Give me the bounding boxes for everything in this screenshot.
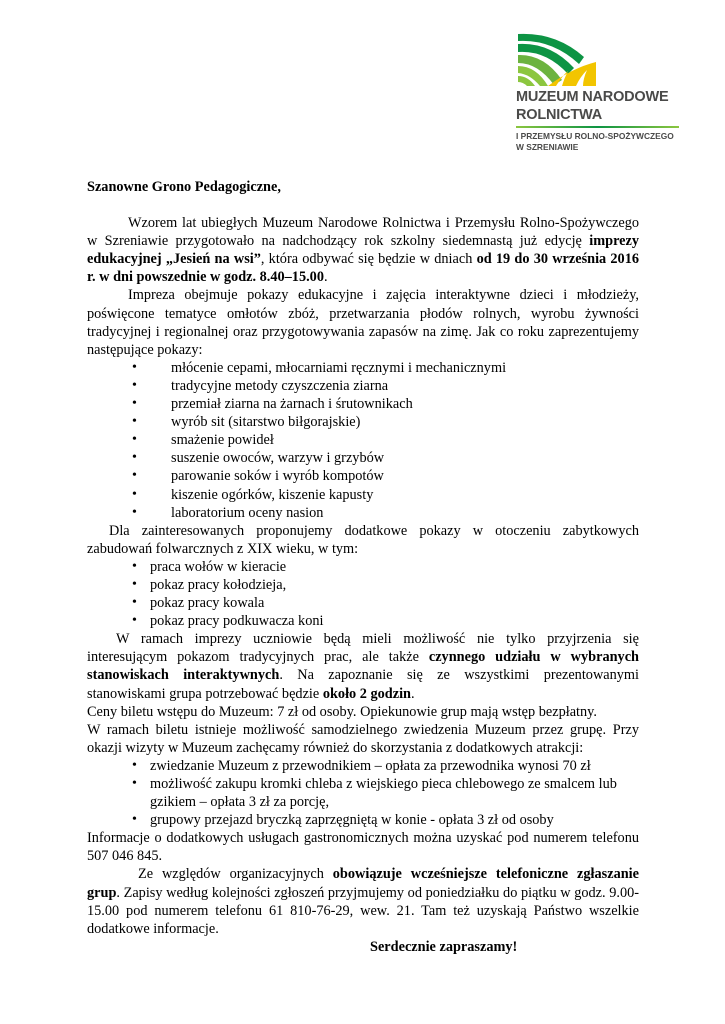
list-item: • grupowy przejazd bryczką zaprzęgniętą w konie - opłata 3 zł od osoby	[87, 811, 639, 829]
list-item: • pokaz pracy kowala	[87, 594, 639, 612]
participation-text-2: . Na zapoznanie się ze wszystkimi prezentowanymi stanowiskami grupa potrzebować będzie	[87, 667, 640, 702]
paragraph-ticket-prices: Ceny biletu wstępu do Muzeum: 7 zł od osoby. Opiekunowie grup mają wstęp bezpłatny.	[87, 703, 597, 720]
registration-text-2: . Zapisy według kolejności zgłoszeń przyjmujemy od poniedziałku do piątku w godz. 9.00-15.00 pod numerem telefonu 61 810-76-29, wew. 21. Tam też uzyskają Państwo wszelkie dodatkowe informacje.	[87, 884, 639, 937]
list-item: • kiszenie ogórków, kiszenie kapusty	[87, 486, 639, 504]
paragraph-intro	[87, 214, 639, 286]
logo-title-line1: MUZEUM NARODOWE	[516, 89, 669, 105]
greeting: Szanowne Grono Pedagogiczne,	[87, 179, 281, 195]
list-item: • laboratorium oceny nasion	[87, 504, 639, 522]
event-dates: od 19 do 30 września 2016 r. w dni powszednie w godz. 8.40–15.00	[87, 251, 640, 286]
list-item: • zwiedzanie Muzeum z przewodnikiem – opłata za przewodnika wynosi 70 zł	[87, 757, 639, 775]
event-name: imprezy edukacyjnej „Jesień na wsi”	[87, 233, 639, 268]
list-item: • parowanie soków i wyrób kompotów	[87, 467, 639, 485]
attractions-list	[87, 757, 639, 829]
list-item: • praca wołów w kieracie	[87, 558, 639, 576]
paragraph-catering: Informacje o dodatkowych usługach gastronomicznych można uzyskać pod numerem telefonu 507 046 845.	[87, 830, 639, 865]
paragraph-attractions: W ramach biletu istnieje możliwość samodzielnego zwiedzenia Muzeum przez grupę. Przy okazji wizyty w Muzeum zachęcamy również do skorzystania z dodatkowych atrakcji:	[87, 721, 639, 756]
interactive-stations: czynnego udziału w wybranych stanowiskach interaktywnych	[87, 649, 639, 684]
list-item: • pokaz pracy kołodzieja,	[87, 576, 639, 594]
logo-title-line2: ROLNICTWA	[516, 107, 602, 123]
list-item: • smażenie powideł	[87, 431, 639, 449]
list-item: • młócenie cepami, młocarniami ręcznymi i mechanicznymi	[87, 359, 639, 377]
paragraph-registration	[87, 865, 639, 937]
list-item: • tradycyjne metody czyszczenia ziarna	[87, 377, 639, 395]
registration-text: Ze względów organizacyjnych	[138, 866, 333, 883]
paragraph-additional: Dla zainteresowanych proponujemy dodatkowe pokazy w otoczeniu zabytkowych zabudowań folwarcznych z XIX wieku, w tym:	[87, 522, 639, 557]
intro-text-end: .	[323, 269, 328, 286]
intro-text: Wzorem lat ubiegłych Muzeum Narodowe Rolnictwa i Przemysłu Rolno-Spożywczego w Szreniawie przygotowało na nadchodzący rok szkolny siedemnastą już edycję	[87, 215, 639, 250]
paragraph-participation	[87, 630, 639, 702]
additional-demonstrations-list	[87, 558, 639, 630]
registration-requirement: obowiązuje wcześniejsze telefoniczne zgłaszanie grup	[87, 866, 639, 901]
museum-logo	[516, 30, 686, 152]
logo-subtitle-line1: I PRZEMYSŁU ROLNO-SPOŻYWCZEGO	[516, 131, 674, 141]
list-item: • przemiał ziarna na żarnach i śrutownikach	[87, 395, 639, 413]
letter-body	[87, 178, 639, 956]
list-item: • pokaz pracy podkuwacza koni	[87, 612, 639, 630]
participation-text-end: .	[411, 685, 415, 702]
participation-text: W ramach imprezy uczniowie będą mieli możliwość nie tylko przyjrzenia się interesującym pokazom tradycyjnych prac, ale także	[87, 631, 639, 666]
list-item: • suszenie owoców, warzyw i grzybów	[87, 449, 639, 467]
list-item: • możliwość zakupu kromki chleba z wiejskiego pieca chlebowego ze smalcem lub gzikiem – opłata 3 zł za porcję,	[87, 775, 639, 811]
logo-subtitle-line2: W SZRENIAWIE	[516, 141, 579, 152]
paragraph-program: Impreza obejmuje pokazy edukacyjne i zajęcia interaktywne dzieci i młodzieży, poświęcone tematyce omłotów zbóż, przetwarzania płodów rolnych, wyrobu żywności tradycyjnej i regionalnej oraz przygotowywania zapasów na zimę. Jak co roku zaprezentujemy następujące pokazy:	[87, 287, 639, 358]
list-item: • wyrób sit (sitarstwo biłgorajskie)	[87, 413, 639, 431]
closing-line: Serdecznie zapraszamy!	[370, 938, 518, 955]
duration: około 2 godzin	[322, 685, 412, 702]
demonstrations-list	[87, 359, 639, 522]
intro-text-2: , która odbywać się będzie w dniach	[260, 251, 477, 268]
logo-divider	[516, 126, 679, 128]
wheat-field-logo-icon	[516, 30, 596, 86]
